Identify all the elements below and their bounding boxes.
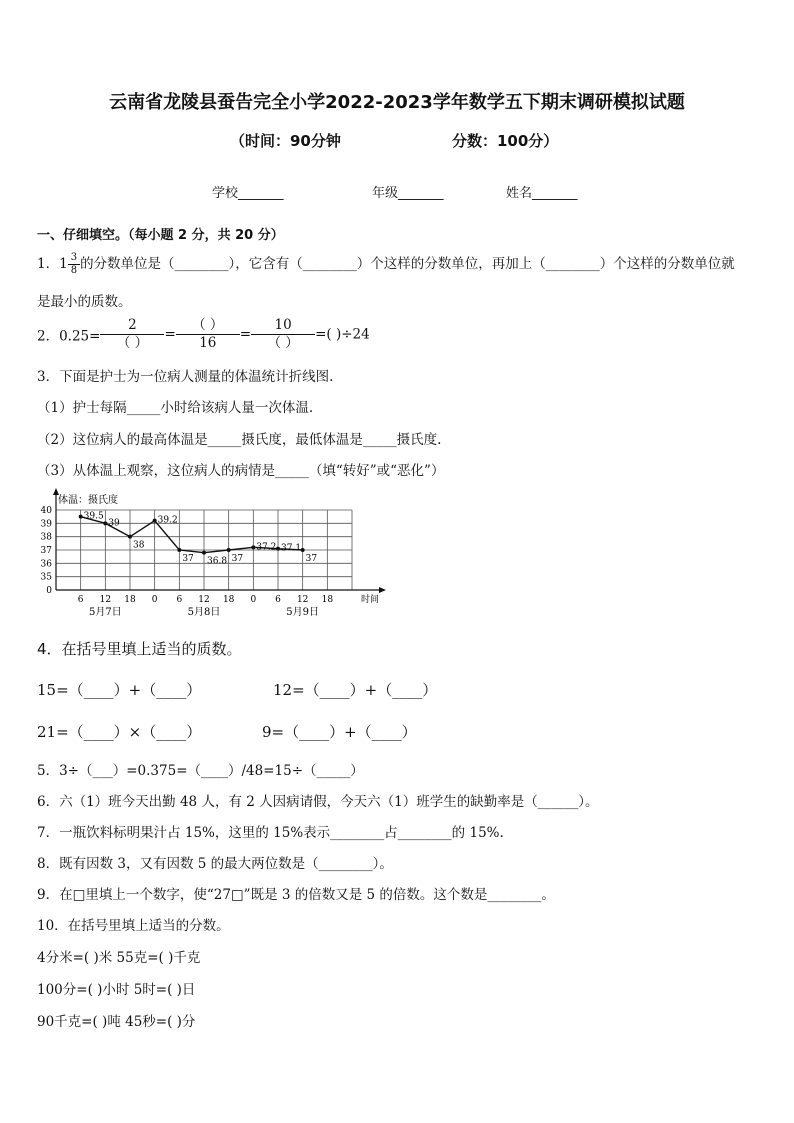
y-tick-label: 36 — [40, 559, 52, 570]
q2-fraction-1 — [100, 318, 164, 351]
q2-fraction-2 — [176, 318, 240, 351]
question-3: 3．下面是护士为一位病人测量的体温统计折线图. — [37, 369, 334, 385]
data-label: 37.2 — [256, 542, 277, 553]
question-9: 9．在□里填上一个数字，使“27□”既是 3 的倍数又是 5 的倍数。这个数是________。 — [37, 887, 555, 903]
x-tick-label: 12 — [99, 595, 112, 605]
y-tick-label: 39 — [40, 519, 52, 530]
data-point — [128, 535, 132, 539]
data-label: 36.8 — [207, 556, 228, 567]
q4-row1-b: 12=（____）+（____） — [273, 681, 438, 699]
data-label: 37 — [305, 554, 318, 564]
question-3-part-3: （3）从体温上观察，这位病人的病情是_____（填“转好”或“恶化”） — [37, 463, 445, 479]
x-tick-label: 6 — [77, 595, 84, 605]
question-1 — [37, 252, 735, 276]
x-tick-label: 6 — [176, 595, 183, 605]
x-axis-label: 时间 — [360, 595, 380, 605]
q2-f3-num: 10 — [251, 318, 315, 335]
q4-row1-a: 15=（____）+（____） — [37, 681, 202, 699]
q2-f1-den: （ ） — [116, 334, 149, 351]
q1-whole: 1 — [59, 256, 68, 272]
q2-tail: =( )÷24 — [315, 326, 370, 343]
q1-number: 1． — [37, 256, 60, 272]
question-6: 6．六（1）班今天出勤 48 人，有 2 人因病请假，今天六（1）班学生的缺勤率是（______）。 — [37, 794, 599, 810]
x-day-label: 5月8日 — [187, 607, 221, 618]
x-tick-label: 0 — [151, 595, 158, 605]
q10-row-1: 4分米=( )米 55克=( )千克 — [37, 950, 201, 966]
x-tick-label: 12 — [198, 595, 210, 605]
temperature-line-chart — [36, 486, 386, 622]
data-label: 39.2 — [157, 515, 178, 526]
data-label: 39 — [108, 518, 120, 529]
x-tick-label: 18 — [124, 595, 136, 605]
data-point — [227, 548, 231, 552]
data-point — [202, 551, 206, 555]
x-axis-arrow — [379, 587, 386, 593]
y-axis-arrow — [53, 488, 59, 495]
question-10: 10．在括号里填上适当的分数。 — [37, 918, 230, 934]
y-tick-label: 35 — [40, 572, 52, 583]
data-label: 37.1 — [281, 543, 302, 554]
question-4: 4．在括号里填上适当的质数。 — [37, 640, 242, 658]
q2-f3-den: （ ） — [267, 334, 299, 351]
y-tick-label: 40 — [40, 506, 52, 516]
data-label: 38 — [133, 540, 145, 551]
question-2: 2．0.25= 2 （ ） = （ ） 16 = 10 （ ） =( )÷24 — [37, 317, 370, 351]
score-label: 分数：100分） — [452, 132, 559, 150]
q1-fraction-den: 8 — [70, 265, 78, 276]
data-point — [79, 515, 83, 519]
y-tick-label: 38 — [40, 532, 52, 543]
data-point — [276, 547, 280, 551]
time-label: （时间：90分钟 — [230, 132, 341, 150]
q4-row2-a: 21=（____）×（____） — [37, 723, 202, 741]
x-tick-label: 0 — [250, 595, 257, 605]
question-5: 5．3÷（___）=0.375=（____）/48=15÷（_____） — [37, 763, 364, 779]
question-8: 8．既有因数 3，又有因数 5 的最大两位数是（________）。 — [37, 856, 393, 872]
q2-f1-num: 2 — [100, 318, 164, 335]
data-point — [301, 548, 305, 552]
data-point — [153, 519, 157, 523]
x-tick-label: 18 — [321, 595, 334, 605]
q1-fraction-num: 3 — [68, 253, 80, 265]
x-day-label: 5月9日 — [286, 607, 320, 618]
q4-row2-b: 9=（____）+（____） — [262, 723, 417, 741]
q2-f2-num: （ ） — [176, 318, 240, 335]
data-label: 37 — [231, 554, 244, 564]
x-day-label: 5月7日 — [88, 607, 122, 618]
question-3-part-2: （2）这位病人的最高体温是_____摄氏度，最低体温是_____摄氏度. — [37, 432, 442, 448]
q2-fraction-3 — [251, 318, 315, 351]
q10-row-3: 90千克=( )吨 45秒=( )分 — [37, 1014, 196, 1030]
q2-f2-den: 16 — [199, 334, 217, 351]
question-1-cont: 是最小的质数。 — [37, 294, 132, 310]
data-point — [103, 521, 107, 525]
name-field: 姓名_______ — [506, 186, 578, 201]
x-tick-label: 18 — [222, 595, 235, 605]
q1-fraction — [68, 253, 80, 276]
page-title: 云南省龙陵县蚕告完全小学2022-2023学年数学五下期末调研模拟试题 — [109, 92, 685, 113]
x-tick-label: 12 — [296, 595, 309, 605]
x-tick-label: 6 — [275, 595, 281, 605]
data-label: 37 — [182, 554, 194, 564]
q2-lead: 2．0.25= — [37, 328, 101, 345]
school-field: 学校_______ — [212, 186, 284, 201]
y-tick-label: 37 — [40, 546, 52, 556]
y-axis-label: 体温：摄氏度 — [58, 495, 118, 506]
section-heading: 一、仔细填空。（每小题 2 分，共 20 分） — [37, 228, 284, 243]
y-tick-label: 0 — [46, 586, 52, 596]
data-point — [251, 545, 255, 549]
q10-row-2: 100分=( )小时 5时=( )日 — [37, 982, 196, 998]
data-point — [177, 548, 181, 552]
grade-field: 年级_______ — [372, 186, 444, 201]
q1-text: 的分数单位是（________），它含有（________）个这样的分数单位，再加上（________）个这样的分数单位就 — [80, 256, 735, 272]
data-label: 39.5 — [83, 511, 104, 522]
question-3-part-1: （1）护士每隔_____小时给该病人量一次体温. — [37, 400, 314, 416]
question-7: 7．一瓶饮料标明果汁占 15%，这里的 15%表示________占________的 15%. — [37, 825, 504, 841]
